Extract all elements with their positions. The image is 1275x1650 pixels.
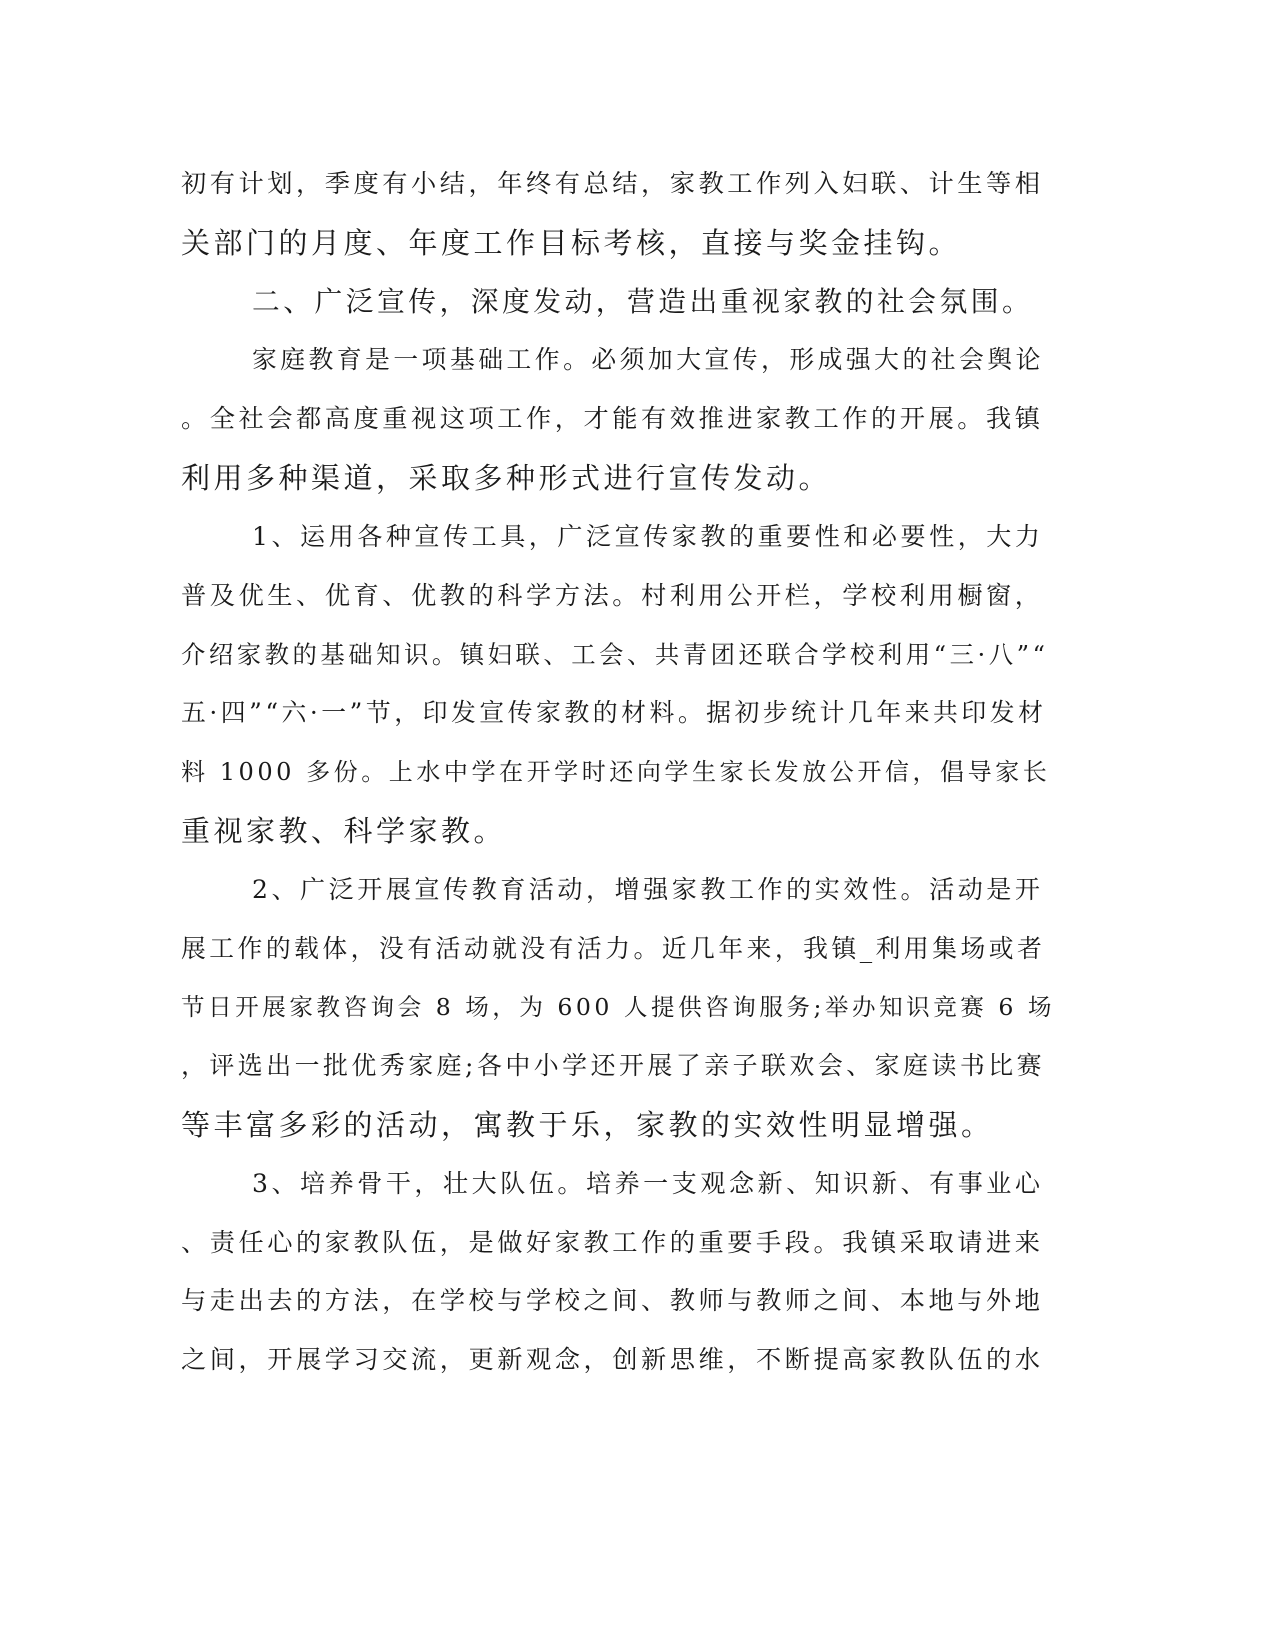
section-heading: 二、广泛宣传，深度发动，营造出重视家教的社会氛围。 xyxy=(252,285,1034,318)
text-line-15: 节日开展家教咨询会 8 场，为 600 人提供咨询服务;举办知识竞赛 6 场 xyxy=(181,993,1055,1021)
text-line-10: 五·四”“六·一”节，印发宣传家教的材料。据初步统计几年来共印发材 xyxy=(181,698,1047,727)
text-line-8: 普及优生、优育、优教的科学方法。村利用公开栏，学校利用橱窗， xyxy=(181,581,1044,610)
text-line-6: 利用多种渠道，采取多种形式进行宣传发动。 xyxy=(181,461,832,495)
text-line-21: 之间，开展学习交流，更新观念，创新思维，不断提高家教队伍的水 xyxy=(181,1345,1044,1374)
text-line-12: 重视家教、科学家教。 xyxy=(181,814,507,848)
text-line-13: 2、广泛开展宣传教育活动，增强家教工作的实效性。活动是开 xyxy=(252,875,1044,904)
text-line-2: 关部门的月度、年度工作目标考核，直接与奖金挂钩。 xyxy=(181,226,962,260)
text-line-17: 等丰富多彩的活动，寓教于乐，家教的实效性明显增强。 xyxy=(181,1108,994,1142)
text-line-16: ，评选出一批优秀家庭;各中小学还开展了亲子联欢会、家庭读书比赛 xyxy=(181,1051,1046,1080)
text-line-5: 。全社会都高度重视这项工作，才能有效推进家教工作的开展。我镇 xyxy=(181,404,1044,433)
text-line-20: 与走出去的方法，在学校与学校之间、教师与教师之间、本地与外地 xyxy=(181,1286,1044,1315)
text-line-4: 家庭教育是一项基础工作。必须加大宣传，形成强大的社会舆论 xyxy=(252,345,1044,374)
text-line-1: 初有计划，季度有小结，年终有总结，家教工作列入妇联、计生等相 xyxy=(181,169,1044,198)
text-line-9: 介绍家教的基础知识。镇妇联、工会、共青团还联合学校利用“三·八”“ xyxy=(181,640,1049,669)
text-line-11: 料 1000 多份。上水中学在开学时还向学生家长发放公开信，倡导家长 xyxy=(181,758,1051,786)
text-line-7: 1、运用各种宣传工具，广泛宣传家教的重要性和必要性，大力 xyxy=(252,522,1044,551)
text-line-14: 展工作的载体，没有活动就没有活力。近几年来，我镇_利用集场或者 xyxy=(181,934,1046,963)
text-line-18: 3、培养骨干，壮大队伍。培养一支观念新、知识新、有事业心 xyxy=(252,1169,1044,1198)
text-line-19: 、责任心的家教队伍，是做好家教工作的重要手段。我镇采取请进来 xyxy=(181,1228,1044,1257)
